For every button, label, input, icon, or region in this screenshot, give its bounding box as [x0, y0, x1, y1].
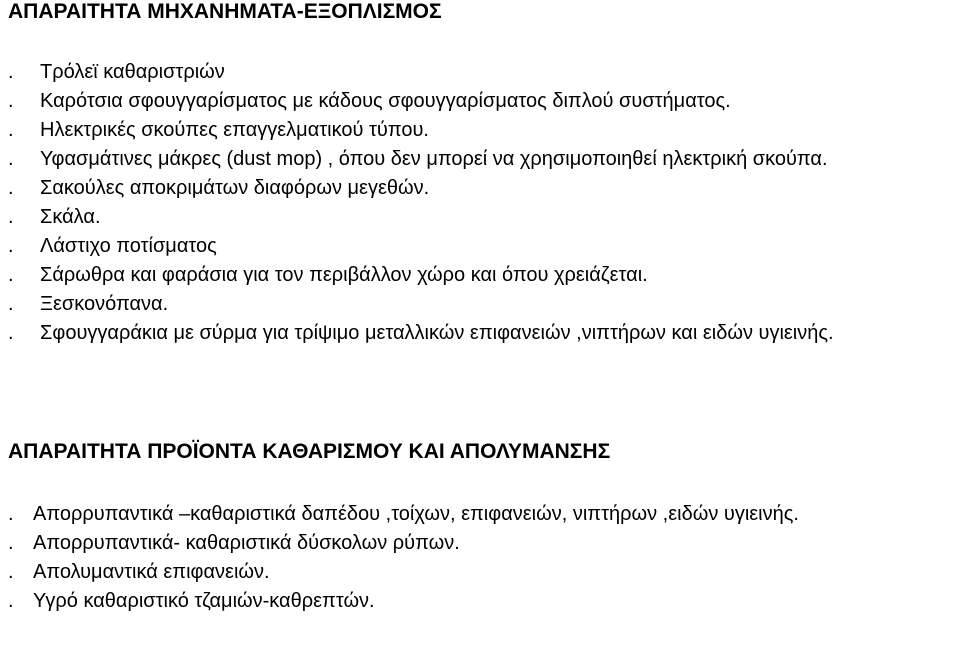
list-item-text: Ξεσκονόπανα.: [40, 293, 169, 315]
bullet-dot: .: [8, 61, 14, 83]
list-item: [8, 174, 960, 203]
list-item-text: Απορρυπαντικά- καθαριστικά δύσκολων ρύπων.: [33, 532, 460, 554]
bullet-dot: .: [8, 177, 14, 199]
list-item-text: Σακούλες αποκριμάτων διαφόρων μεγεθών.: [40, 177, 430, 199]
list-item: [8, 116, 960, 145]
bullet-dot: .: [8, 235, 14, 257]
list-item-text: Λάστιχο ποτίσματος: [40, 235, 217, 257]
bullet-dot: .: [8, 148, 14, 170]
bullet-dot: .: [8, 90, 14, 112]
bullet-dot: .: [8, 293, 14, 315]
equipment-list: [8, 58, 960, 348]
list-item-text: Σάρωθρα και φαράσια για τον περιβάλλον χώρο και όπου χρειάζεται.: [40, 264, 648, 286]
list-item-text: Υγρό καθαριστικό τζαμιών-καθρεπτών.: [33, 590, 375, 612]
list-item: [8, 529, 960, 558]
bullet-dot: .: [8, 322, 14, 344]
list-item: [8, 87, 960, 116]
list-item: [8, 500, 960, 529]
list-item-text: Απολυμαντικά επιφανειών.: [33, 561, 270, 583]
list-item-text: Υφασμάτινες μάκρες (dust mop) , όπου δεν μπορεί να χρησιμοποιηθεί ηλεκτρική σκούπα.: [40, 148, 828, 170]
bullet-dot: .: [8, 503, 14, 525]
list-item-text: Τρόλεϊ καθαριστριών: [40, 61, 225, 83]
list-item: [8, 587, 960, 616]
bullet-dot: .: [8, 590, 14, 612]
list-item-text: Σκάλα.: [40, 206, 101, 228]
products-list: [8, 500, 960, 616]
products-heading: ΑΠΑΡΑΙΤΗΤΑ ΠΡΟΪΟΝΤΑ ΚΑΘΑΡΙΣΜΟΥ ΚΑΙ ΑΠΟΛΥΜΑΝΣΗΣ: [8, 440, 611, 463]
list-item-text: Καρότσια σφουγγαρίσματος με κάδους σφουγγαρίσματος διπλού συστήματος.: [40, 90, 731, 112]
list-item: [8, 203, 960, 232]
list-item: [8, 290, 960, 319]
list-item-text: Απορρυπαντικά –καθαριστικά δαπέδου ,τοίχων, επιφανειών, νιπτήρων ,ειδών υγιεινής.: [33, 503, 799, 525]
list-item-text: Σφουγγαράκια με σύρμα για τρίψιμο μεταλλικών επιφανειών ,νιπτήρων και ειδών υγιεινής.: [40, 322, 834, 344]
list-item: [8, 319, 960, 348]
list-item: [8, 261, 960, 290]
list-item-text: Ηλεκτρικές σκούπες επαγγελματικού τύπου.: [40, 119, 429, 141]
bullet-dot: .: [8, 119, 14, 141]
bullet-dot: .: [8, 561, 14, 583]
bullet-dot: .: [8, 206, 14, 228]
list-item: [8, 232, 960, 261]
equipment-heading: ΑΠΑΡΑΙΤΗΤΑ ΜΗΧΑΝΗΜΑΤΑ-ΕΞΟΠΛΙΣΜΟΣ: [8, 0, 442, 23]
bullet-dot: .: [8, 532, 14, 554]
list-item: [8, 145, 960, 174]
list-item: [8, 558, 960, 587]
list-item: [8, 58, 960, 87]
bullet-dot: .: [8, 264, 14, 286]
